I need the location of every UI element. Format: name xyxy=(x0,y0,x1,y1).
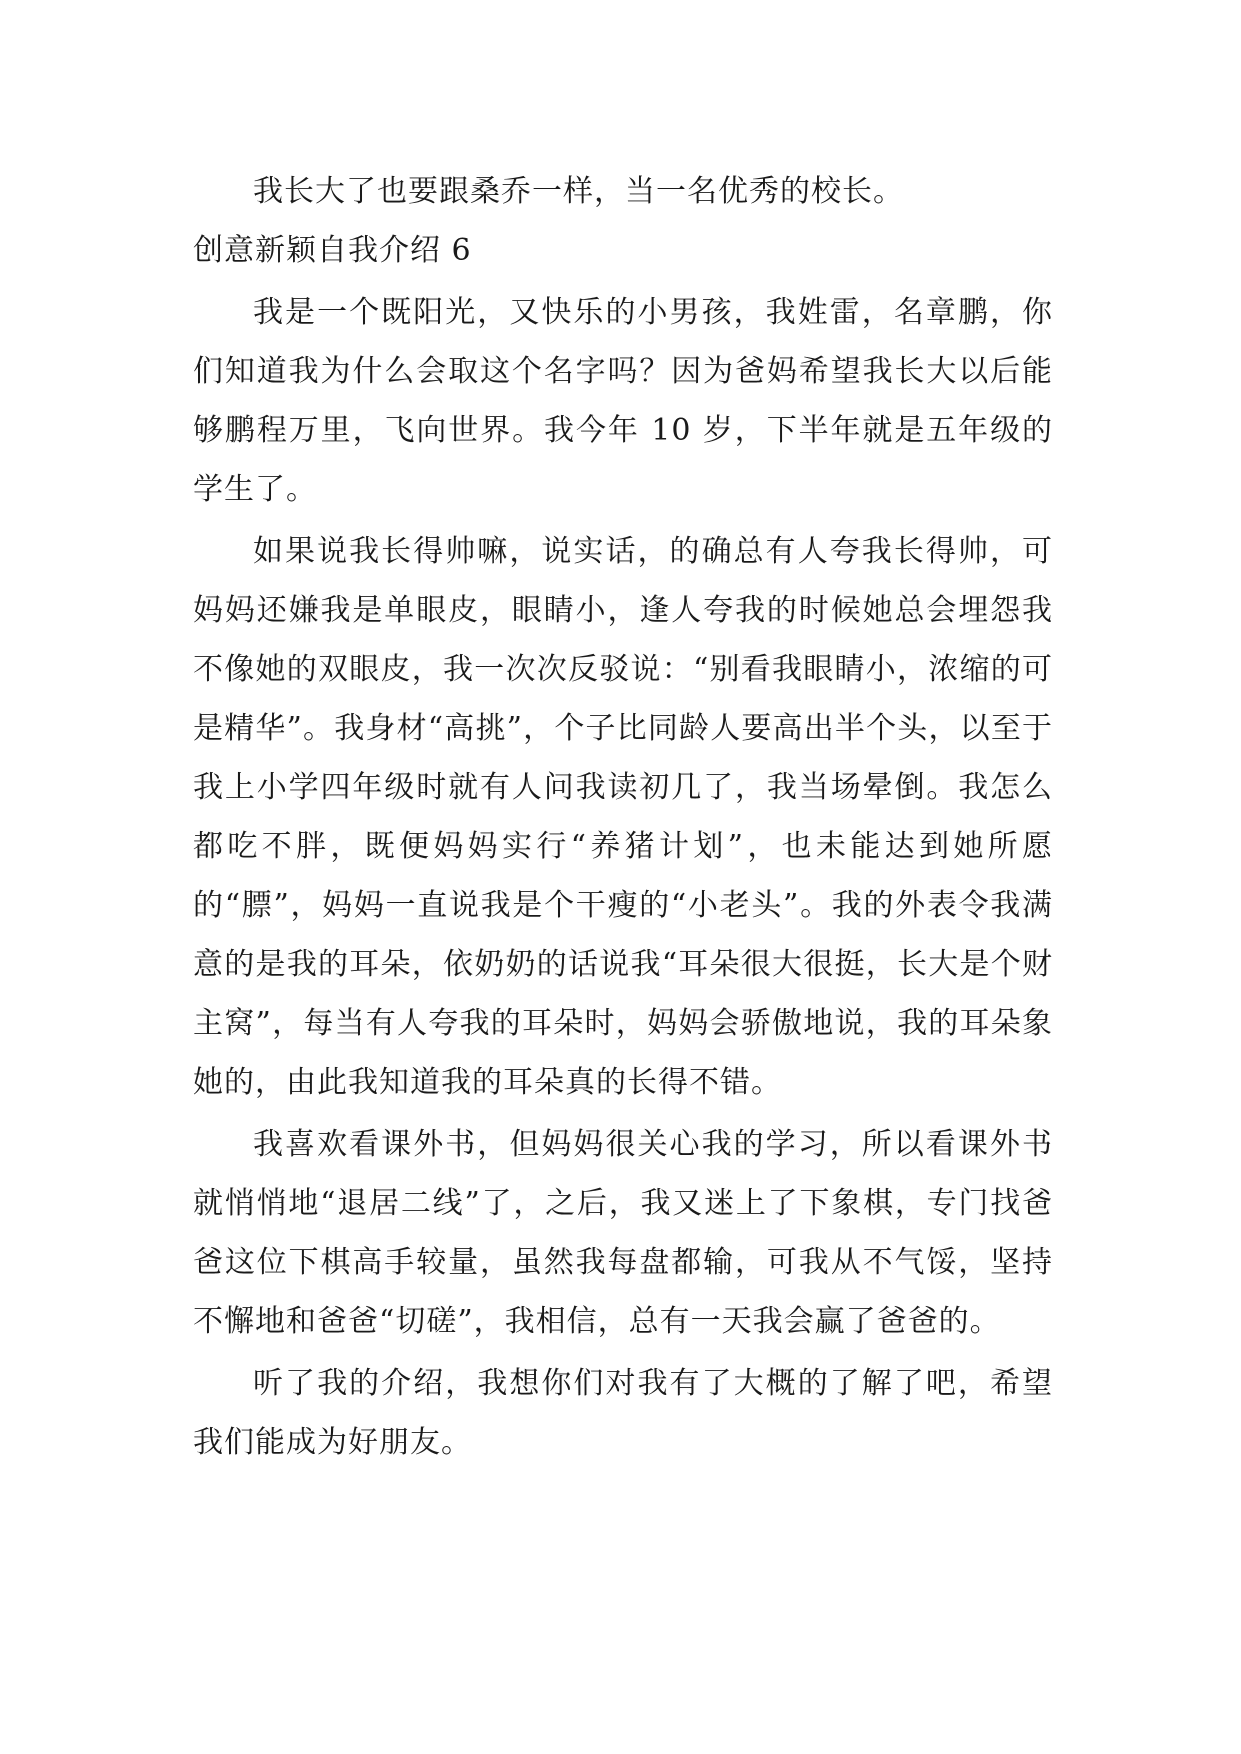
paragraph-1: 我是一个既阳光，又快乐的小男孩，我姓雷，名章鹏，你们知道我为什么会取这个名字吗？因为爸妈希望我长大以后能够鹏程万里，飞向世界。我今年 10 岁，下半年就是五年级的学生了。 xyxy=(193,295,1053,507)
paragraph-2: 如果说我长得帅嘛，说实话，的确总有人夸我长得帅，可妈妈还嫌我是单眼皮，眼睛小，逢人夸我的时候她总会埋怨我不像她的双眼皮，我一次次反驳说：“别看我眼睛小，浓缩的可是精华”。我身材“高挑”，个子比同龄人要高出半个头，以至于我上小学四年级时就有人问我读初几了，我当场晕倒。我怎么都吃不胖，既便妈妈实行“养猪计划”，也未能达到她所愿的“膘”，妈妈一直说我是个干瘦的“小老头”。我的外表令我满意的是我的耳朵，依奶奶的话说我“耳朵很大很挺，长大是个财主窝”，每当有人夸我的耳朵时，妈妈会骄傲地说，我的耳朵象她的，由此我知道我的耳朵真的长得不错。 xyxy=(193,534,1053,1100)
paragraph-4: 听了我的介绍，我想你们对我有了大概的了解了吧，希望我们能成为好朋友。 xyxy=(193,1366,1053,1460)
paragraph-3: 我喜欢看课外书，但妈妈很关心我的学习，所以看课外书就悄悄地“退居二线”了，之后，我又迷上了下象棋，专门找爸爸这位下棋高手较量，虽然我每盘都输，可我从不气馁，坚持不懈地和爸爸“切磋”，我相信，总有一天我会赢了爸爸的。 xyxy=(193,1127,1053,1339)
text-column xyxy=(193,162,1053,1472)
section-title: 创意新颖自我介绍 6 xyxy=(193,233,472,268)
intro-paragraph: 我长大了也要跟桑乔一样，当一名优秀的校长。 xyxy=(253,174,904,209)
